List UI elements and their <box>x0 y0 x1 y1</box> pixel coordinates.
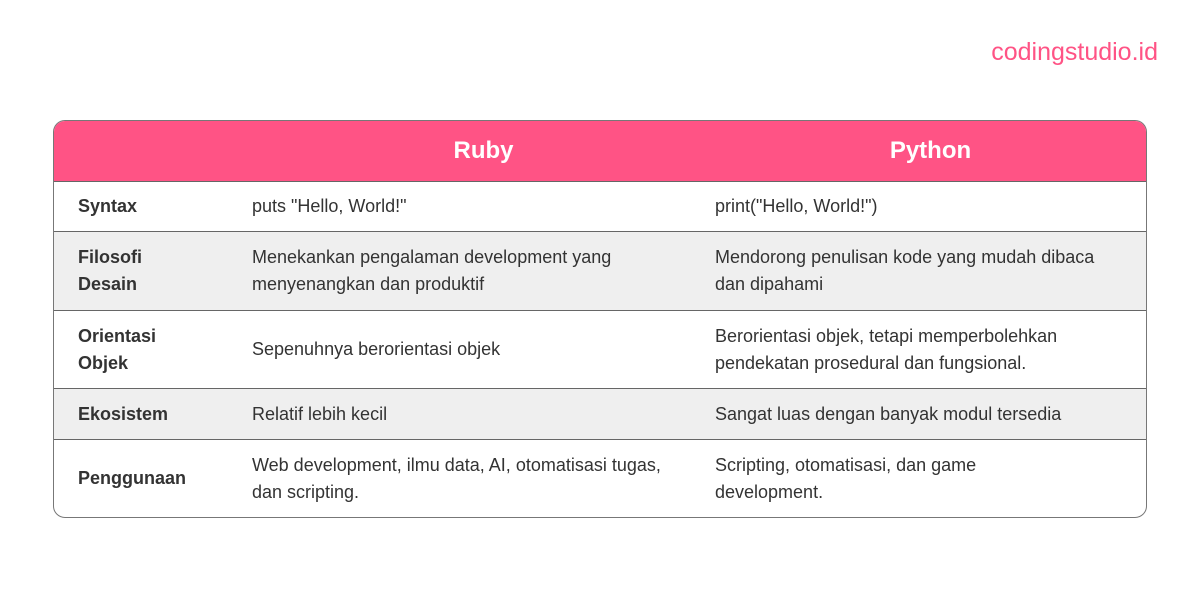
row-label: Syntax <box>78 196 138 216</box>
row-label: Penggunaan <box>78 468 187 488</box>
python-cell: Scripting, otomatisasi, dan game development. <box>715 454 977 502</box>
table-header <box>54 121 1146 182</box>
comparison-table <box>53 120 1147 518</box>
table-row <box>54 388 1146 439</box>
header-python: Python <box>889 137 972 164</box>
table-row <box>54 182 1146 231</box>
ruby-cell: Sepenuhnya berorientasi objek <box>252 339 501 359</box>
row-label: Ekosistem <box>78 403 169 424</box>
python-cell: Sangat luas dengan banyak modul tersedia <box>715 403 1062 424</box>
ruby-cell: Web development, ilmu data, AI, otomatisasi tugas, dan scripting. <box>252 454 661 502</box>
ruby-cell: Relatif lebih kecil <box>252 403 388 424</box>
header-empty-cell <box>54 121 252 181</box>
table-row <box>54 439 1146 517</box>
row-label: Orientasi Objek <box>78 325 157 373</box>
table-row <box>54 310 1146 388</box>
ruby-cell: Menekankan pengalaman development yang menyenangkan dan produktif <box>252 247 612 294</box>
table-row <box>54 231 1146 310</box>
brand-logo-text: codingstudio.id <box>991 38 1158 66</box>
python-cell: print("Hello, World!") <box>715 196 878 216</box>
header-ruby: Ruby <box>453 137 514 164</box>
python-cell: Berorientasi objek, tetapi memperbolehkan pendekatan prosedural dan fungsional. <box>715 325 1058 373</box>
row-label: Filosofi Desain <box>78 247 142 294</box>
python-cell: Mendorong penulisan kode yang mudah dibaca dan dipahami <box>715 247 1095 294</box>
ruby-cell: puts "Hello, World!" <box>252 196 407 216</box>
